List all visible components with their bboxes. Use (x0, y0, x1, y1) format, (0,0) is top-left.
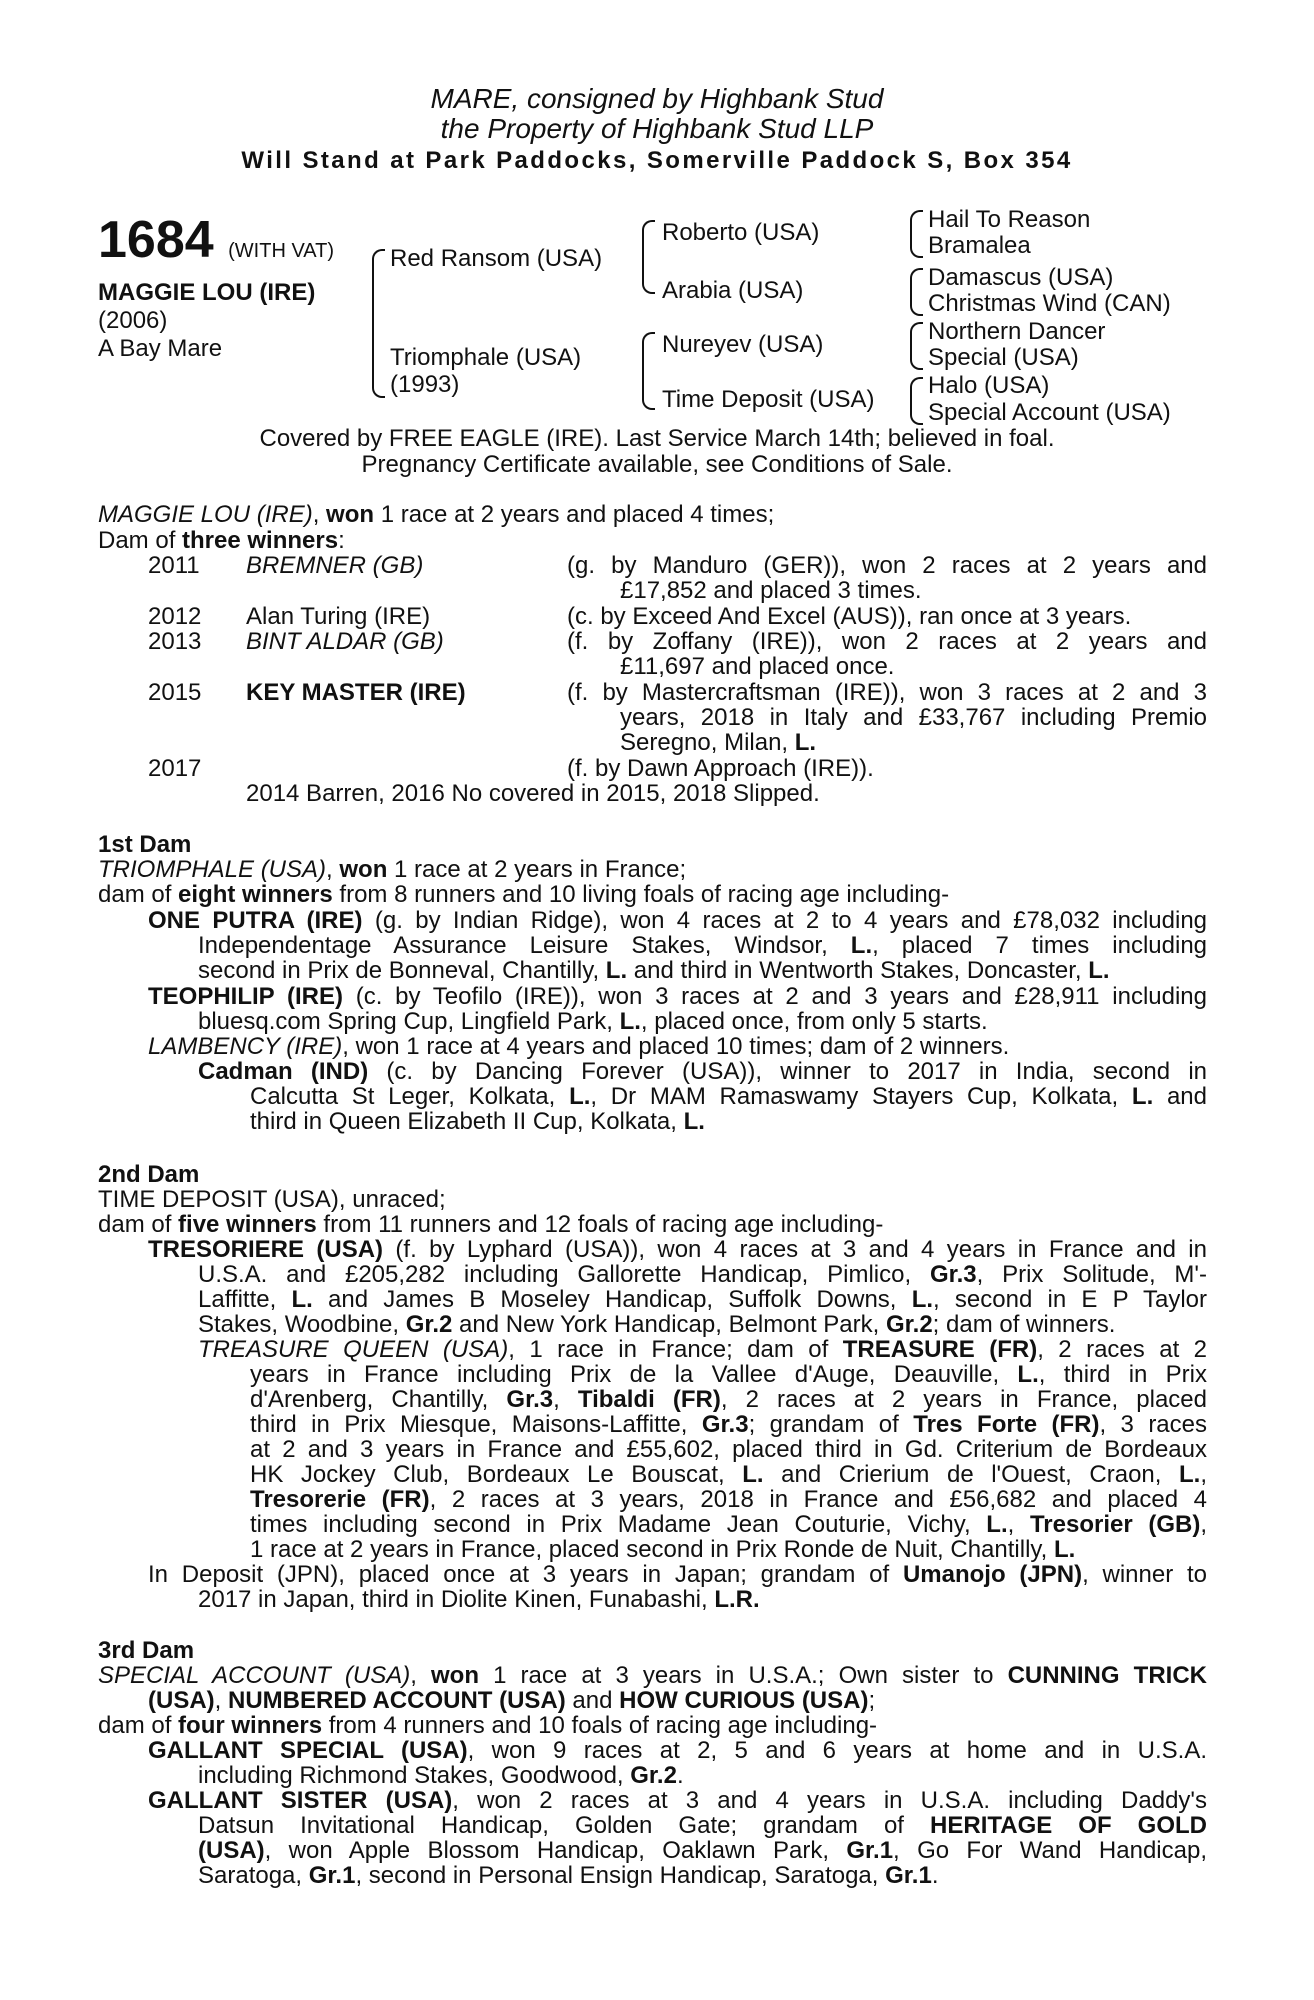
dam3-entry: Datsun Invitational Handicap, Golden Gate; grandam of HERITAGE OF GOLD (198, 1812, 1208, 1839)
produce-detail: (c. by Exceed And Excel (AUS)), ran once at 3 years. (567, 603, 1132, 630)
produce-detail: years, 2018 in Italy and £33,767 including Premio (620, 704, 1207, 731)
dam1-dam-of: dam of eight winners from 8 runners and 10 living foals of racing age including- (98, 881, 950, 908)
lot-number: 1684 (98, 211, 214, 269)
dam1-name-line: TRIOMPHALE (USA), won 1 race at 2 years in France; (98, 856, 687, 883)
consignor-line: MARE, consigned by Highbank Stud (430, 83, 884, 114)
sire-name: Red Ransom (USA) (390, 245, 603, 272)
dam2-entry: years in France including Prix de la Vallee d'Auge, Deauville, L., third in Prix (250, 1361, 1207, 1388)
dam3-title: 3rd Dam (98, 1637, 195, 1664)
dam2-entry: HK Jockey Club, Bordeaux Le Bouscat, L. and Crierium de l'Ouest, Craon, L., (250, 1461, 1208, 1488)
produce-name: BREMNER (GB) (246, 552, 424, 579)
produce-detail: £11,697 and placed once. (620, 653, 895, 680)
gg-3: Damascus (USA) (928, 264, 1114, 291)
horse-year: (2006) (98, 307, 168, 334)
dam2-entry: Laffitte, L. and James B Moseley Handicap, Suffolk Downs, L., second in E P Taylor (198, 1286, 1207, 1313)
dam1-entry: third in Queen Elizabeth II Cup, Kolkata, L. (250, 1108, 705, 1135)
pregnancy-line: Pregnancy Certificate available, see Conditions of Sale. (361, 451, 953, 478)
gg-2: Bramalea (928, 232, 1031, 259)
produce-detail: £17,852 and placed 3 times. (620, 577, 922, 604)
dam1-title: 1st Dam (98, 831, 192, 858)
produce-detail: Seregno, Milan, L. (620, 729, 817, 756)
dam2-entry: d'Arenberg, Chantilly, Gr.3, Tibaldi (FR), 2 races at 2 years in France, placed (250, 1386, 1207, 1413)
lot-number-block (98, 210, 334, 281)
dam1-entry: Independentage Assurance Leisure Stakes, Windsor, L., placed 7 times including (198, 932, 1208, 959)
pedigree-brace-g3 (910, 322, 923, 370)
dam1-entry: second in Prix de Bonneval, Chantilly, L. and third in Wentworth Stakes, Doncaster, L. (198, 957, 1110, 984)
dam3-name-line: (USA), NUMBERED ACCOUNT (USA) and HOW CURIOUS (USA); (148, 1687, 876, 1714)
dam1-entry: TEOPHILIP (IRE) (c. by Teofilo (IRE)), won 3 races at 2 and 3 years and £28,911 including (148, 983, 1208, 1010)
produce-note: 2014 Barren, 2016 No covered in 2015, 2018 Slipped. (246, 780, 820, 807)
pedigree-brace-g4 (910, 377, 923, 425)
gg-7: Halo (USA) (928, 372, 1050, 399)
dam3-name-line: SPECIAL ACCOUNT (USA), won 1 race at 3 years in U.S.A.; Own sister to CUNNING TRICK (98, 1662, 1207, 1689)
dam3-entry: GALLANT SPECIAL (USA), won 9 races at 2, 5 and 6 years at home and in U.S.A. (148, 1737, 1207, 1764)
dam2-entry: Stakes, Woodbine, Gr.2 and New York Handicap, Belmont Park, Gr.2; dam of winners. (198, 1311, 1116, 1338)
dam1-entry: ONE PUTRA (IRE) (g. by Indian Ridge), won 4 races at 2 to 4 years and £78,032 including (148, 907, 1208, 934)
stand-line: Will Stand at Park Paddocks, Somerville Paddock S, Box 354 (241, 147, 1073, 174)
dam2-entry: 2017 in Japan, third in Diolite Kinen, Funabashi, L.R. (198, 1586, 760, 1613)
dam1-entry: Calcutta St Leger, Kolkata, L., Dr MAM Ramaswamy Stayers Cup, Kolkata, L. and (250, 1083, 1207, 1110)
dam2-entry: third in Prix Miesque, Maisons-Laffitte, Gr.3; grandam of Tres Forte (FR), 3 races (250, 1411, 1208, 1438)
pedigree-brace-sire (642, 220, 655, 294)
dam2-entry: Tresorerie (FR), 2 races at 3 years, 2018 in France and £56,682 and placed 4 (250, 1486, 1208, 1513)
dam2-entry: 1 race at 2 years in France, placed second in Prix Ronde de Nuit, Chantilly, L. (250, 1536, 1076, 1563)
pedigree-brace-dam (642, 332, 655, 410)
dam3-entry: including Richmond Stakes, Goodwood, Gr.2. (198, 1762, 684, 1789)
produce-name: BINT ALDAR (GB) (246, 628, 444, 655)
produce-year: 2011 (148, 552, 200, 579)
produce-detail: (f. by Zoffany (IRE)), won 2 races at 2 years and (567, 628, 1207, 655)
dam2-dam-of: dam of five winners from 11 runners and 12 foals of racing age including- (98, 1211, 884, 1238)
gg-8: Special Account (USA) (928, 399, 1171, 426)
produce-name: KEY MASTER (IRE) (246, 679, 466, 706)
produce-intro: MAGGIE LOU (IRE), won 1 race at 2 years and placed 4 times; (98, 501, 775, 528)
produce-year: 2015 (148, 679, 202, 706)
gg-1: Hail To Reason (928, 206, 1091, 233)
pedigree-brace-main (372, 249, 385, 398)
dam2-entry: TRESORIERE (USA) (f. by Lyphard (USA)), won 4 races at 3 and 4 years in France and in (148, 1236, 1207, 1263)
gg-6: Special (USA) (928, 344, 1079, 371)
produce-detail: (f. by Dawn Approach (IRE)). (567, 755, 874, 782)
horse-description: A Bay Mare (98, 335, 223, 362)
gg-5: Northern Dancer (928, 318, 1106, 345)
horse-name: MAGGIE LOU (IRE) (98, 279, 316, 306)
dam3-dam-of: dam of four winners from 4 runners and 10 foals of racing age including- (98, 1712, 878, 1739)
dam2-entry: In Deposit (JPN), placed once at 3 years in Japan; grandam of Umanojo (JPN), winner to (148, 1561, 1208, 1588)
dam2-line: TIME DEPOSIT (USA), unraced; (98, 1186, 446, 1213)
dam1-entry: LAMBENCY (IRE), won 1 race at 4 years and placed 10 times; dam of 2 winners. (148, 1033, 1010, 1060)
dam-year: (1993) (390, 371, 460, 398)
sire-dam: Arabia (USA) (662, 277, 804, 304)
property-line: the Property of Highbank Stud LLP (440, 113, 874, 144)
produce-detail: (f. by Mastercraftsman (IRE)), won 3 races at 2 and 3 (567, 679, 1207, 706)
covered-line: Covered by FREE EAGLE (IRE). Last Service March 14th; believed in foal. (259, 425, 1055, 452)
produce-detail: (g. by Manduro (GER)), won 2 races at 2 years and (567, 552, 1207, 579)
dam3-entry: (USA), won Apple Blossom Handicap, Oaklawn Park, Gr.1, Go For Wand Handicap, (198, 1837, 1207, 1864)
dam2-entry: at 2 and 3 years in France and £55,602, placed third in Gd. Criterium de Bordeaux (250, 1436, 1207, 1463)
dam1-entry: bluesq.com Spring Cup, Lingfield Park, L., placed once, from only 5 starts. (198, 1008, 988, 1035)
dam-sire: Nureyev (USA) (662, 331, 824, 358)
gg-4: Christmas Wind (CAN) (928, 290, 1171, 317)
produce-year: 2017 (148, 755, 202, 782)
dam1-entry: Cadman (IND) (c. by Dancing Forever (USA)), winner to 2017 in India, second in (198, 1058, 1208, 1085)
sire-sire: Roberto (USA) (662, 219, 820, 246)
dam2-entry: TREASURE QUEEN (USA), 1 race in France; dam of TREASURE (FR), 2 races at 2 (198, 1336, 1208, 1363)
produce-dam-of: Dam of three winners: (98, 527, 345, 554)
dam2-title: 2nd Dam (98, 1161, 200, 1188)
dam3-entry: Saratoga, Gr.1, second in Personal Ensign Handicap, Saratoga, Gr.1. (198, 1862, 939, 1889)
produce-name: Alan Turing (IRE) (246, 603, 431, 630)
dam-dam: Time Deposit (USA) (662, 386, 875, 413)
pedigree-brace-g2 (910, 268, 923, 316)
produce-year: 2013 (148, 628, 202, 655)
vat-label: (WITH VAT) (228, 240, 335, 262)
produce-year: 2012 (148, 603, 202, 630)
pedigree-brace-g1 (910, 210, 923, 258)
dam3-entry: GALLANT SISTER (USA), won 2 races at 3 and 4 years in U.S.A. including Daddy's (148, 1787, 1207, 1814)
dam2-entry: times including second in Prix Madame Jean Couturie, Vichy, L., Tresorier (GB), (250, 1511, 1207, 1538)
dam-name: Triomphale (USA) (390, 344, 582, 371)
dam2-entry: U.S.A. and £205,282 including Gallorette Handicap, Pimlico, Gr.3, Prix Solitude, M'- (198, 1261, 1207, 1288)
